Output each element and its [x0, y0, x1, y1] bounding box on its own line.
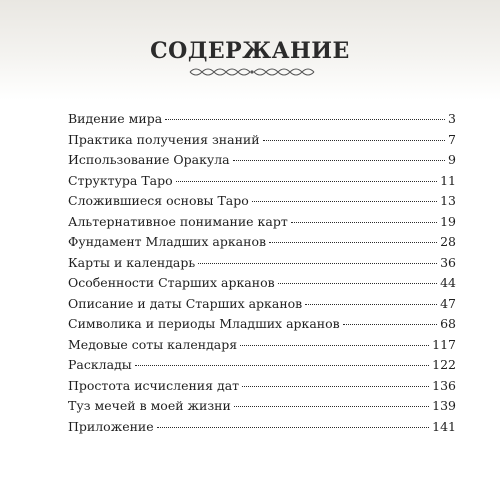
toc-entry[interactable] [68, 255, 456, 276]
toc-entry-title: Описание и даты Старших арканов [68, 295, 303, 311]
dot-leader [234, 406, 429, 407]
dot-leader [305, 304, 437, 305]
toc-entry-title: Особенности Старших арканов [68, 275, 275, 290]
toc-entry-page: 13 [440, 193, 456, 208]
ornament-icon [188, 67, 316, 77]
page-title: СОДЕРЖАНИЕ [150, 38, 350, 64]
toc-entry-page: 7 [448, 131, 456, 147]
table-of-contents [68, 111, 456, 439]
toc-entry-page: 117 [432, 336, 456, 352]
dot-leader [291, 222, 437, 223]
toc-entry[interactable] [68, 378, 456, 399]
toc-entry-title: Практика получения знаний [68, 131, 260, 147]
dot-leader [165, 119, 445, 120]
toc-entry-page: 47 [440, 295, 456, 311]
toc-entry[interactable] [68, 173, 456, 194]
toc-entry-title: Видение мира [68, 111, 163, 126]
dot-leader [176, 181, 437, 182]
dot-leader [278, 283, 437, 284]
toc-entry-title: Медовые соты календаря [68, 336, 238, 352]
toc-entry-title: Символика и периоды Младших арканов [68, 316, 340, 331]
toc-entry-page: 9 [448, 152, 456, 167]
dot-leader [135, 365, 429, 366]
toc-entry-page: 11 [440, 172, 456, 188]
toc-entry-title: Простота исчисления дат [68, 377, 240, 393]
toc-entry-page: 44 [440, 275, 456, 290]
toc-entry[interactable] [68, 132, 456, 153]
toc-entry-page: 136 [432, 377, 456, 393]
toc-entry-title: Сложившиеся основы Таро [68, 193, 249, 208]
dot-leader [269, 242, 437, 243]
toc-entry-title: Карты и календарь [68, 254, 196, 270]
toc-entry[interactable] [68, 234, 456, 255]
toc-entry-title: Использование Оракула [68, 152, 230, 167]
toc-entry[interactable] [68, 357, 456, 378]
toc-entry[interactable] [68, 193, 456, 214]
toc-entry-page: 36 [440, 254, 456, 270]
dot-leader [343, 324, 437, 325]
toc-entry-title: Структура Таро [68, 172, 173, 188]
toc-entry[interactable] [68, 214, 456, 235]
toc-entry-page: 19 [440, 213, 456, 229]
dot-leader [198, 263, 437, 264]
toc-entry-page: 141 [432, 418, 456, 434]
dot-leader [240, 345, 429, 346]
toc-entry-title: Приложение [68, 418, 154, 434]
toc-entry-title: Туз мечей в моей жизни [68, 398, 231, 413]
toc-entry-title: Расклады [68, 357, 132, 372]
toc-entry-page: 122 [432, 357, 456, 372]
toc-entry[interactable] [68, 296, 456, 317]
dot-leader [157, 427, 429, 428]
toc-entry-page: 68 [440, 316, 456, 331]
dot-leader [252, 201, 437, 202]
toc-entry[interactable] [68, 419, 456, 440]
toc-entry-page: 139 [432, 398, 456, 413]
dot-leader [242, 386, 429, 387]
toc-entry[interactable] [68, 316, 456, 337]
dot-leader [233, 160, 445, 161]
toc-entry[interactable] [68, 337, 456, 358]
toc-entry[interactable] [68, 152, 456, 173]
toc-entry-title: Альтернативное понимание карт [68, 213, 288, 229]
toc-entry[interactable] [68, 111, 456, 132]
toc-entry-page: 3 [448, 111, 456, 126]
dot-leader [263, 140, 445, 141]
toc-entry-page: 28 [440, 234, 456, 249]
toc-entry[interactable] [68, 275, 456, 296]
toc-entry-title: Фундамент Младших арканов [68, 234, 267, 249]
toc-entry[interactable] [68, 398, 456, 419]
